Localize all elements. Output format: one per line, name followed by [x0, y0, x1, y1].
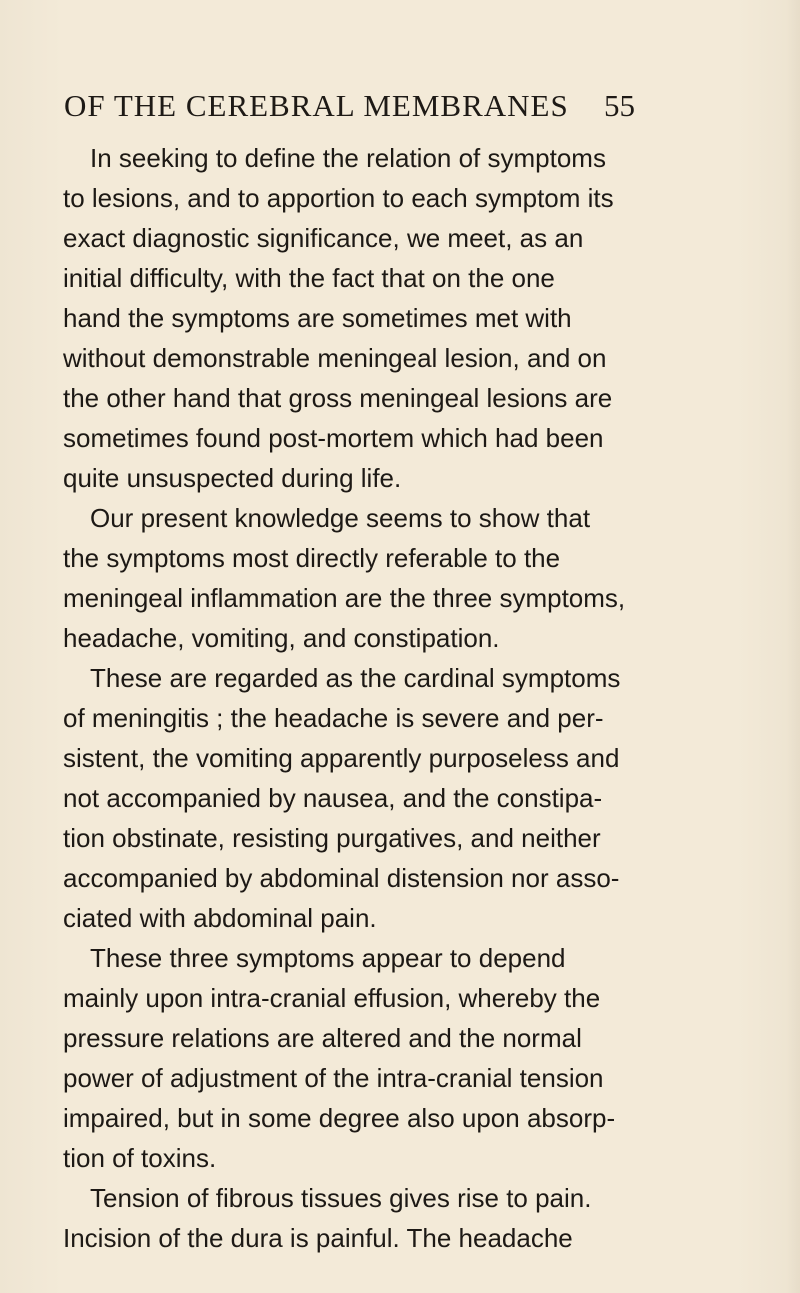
- page-edge-shadow: [786, 0, 800, 1293]
- text-line-7: the other hand that gross meningeal lesions are: [63, 383, 613, 413]
- text-line-13: headache, vomiting, and constipation.: [63, 623, 500, 653]
- page-number: 55: [604, 88, 635, 123]
- text-line-11: the symptoms most directly referable to the: [63, 543, 561, 573]
- text-line-10: Our present knowledge seems to show that: [90, 503, 591, 533]
- text-line-28: Incision of the dura is painful. The headache: [63, 1223, 573, 1253]
- text-line-22: mainly upon intra-cranial effusion, whereby the: [63, 983, 601, 1013]
- text-line-12: meningeal inflammation are the three symptoms,: [63, 583, 626, 613]
- text-line-14: These are regarded as the cardinal symptoms: [90, 663, 621, 693]
- running-title: OF THE CEREBRAL MEMBRANES: [64, 88, 569, 123]
- text-line-3: exact diagnostic significance, we meet, as an: [63, 223, 584, 253]
- text-line-25: impaired, but in some degree also upon absorp-: [63, 1103, 616, 1133]
- text-line-26: tion of toxins.: [63, 1143, 217, 1173]
- text-line-20: ciated with abdominal pain.: [63, 903, 377, 933]
- text-line-6: without demonstrable meningeal lesion, and on: [63, 343, 607, 373]
- text-line-24: power of adjustment of the intra-cranial tension: [63, 1063, 604, 1093]
- text-line-2: to lesions, and to apportion to each symptom its: [63, 183, 614, 213]
- text-line-5: hand the symptoms are sometimes met with: [63, 303, 572, 333]
- text-line-18: tion obstinate, resisting purgatives, and neither: [63, 823, 601, 853]
- text-line-16: sistent, the vomiting apparently purposeless and: [63, 743, 620, 773]
- text-line-23: pressure relations are altered and the normal: [63, 1023, 582, 1053]
- text-line-19: accompanied by abdominal distension nor asso-: [63, 863, 620, 893]
- text-line-9: quite unsuspected during life.: [63, 463, 402, 493]
- text-line-15: of meningitis ; the headache is severe and per-: [63, 703, 604, 733]
- text-line-4: initial difficulty, with the fact that on the one: [63, 263, 555, 293]
- text-line-1: In seeking to define the relation of symptoms: [90, 143, 606, 173]
- text-line-17: not accompanied by nausea, and the constipa-: [63, 783, 603, 813]
- text-line-27: Tension of fibrous tissues gives rise to pain.: [90, 1183, 592, 1213]
- text-line-21: These three symptoms appear to depend: [90, 943, 566, 973]
- text-line-8: sometimes found post-mortem which had been: [63, 423, 604, 453]
- running-head: [64, 88, 664, 128]
